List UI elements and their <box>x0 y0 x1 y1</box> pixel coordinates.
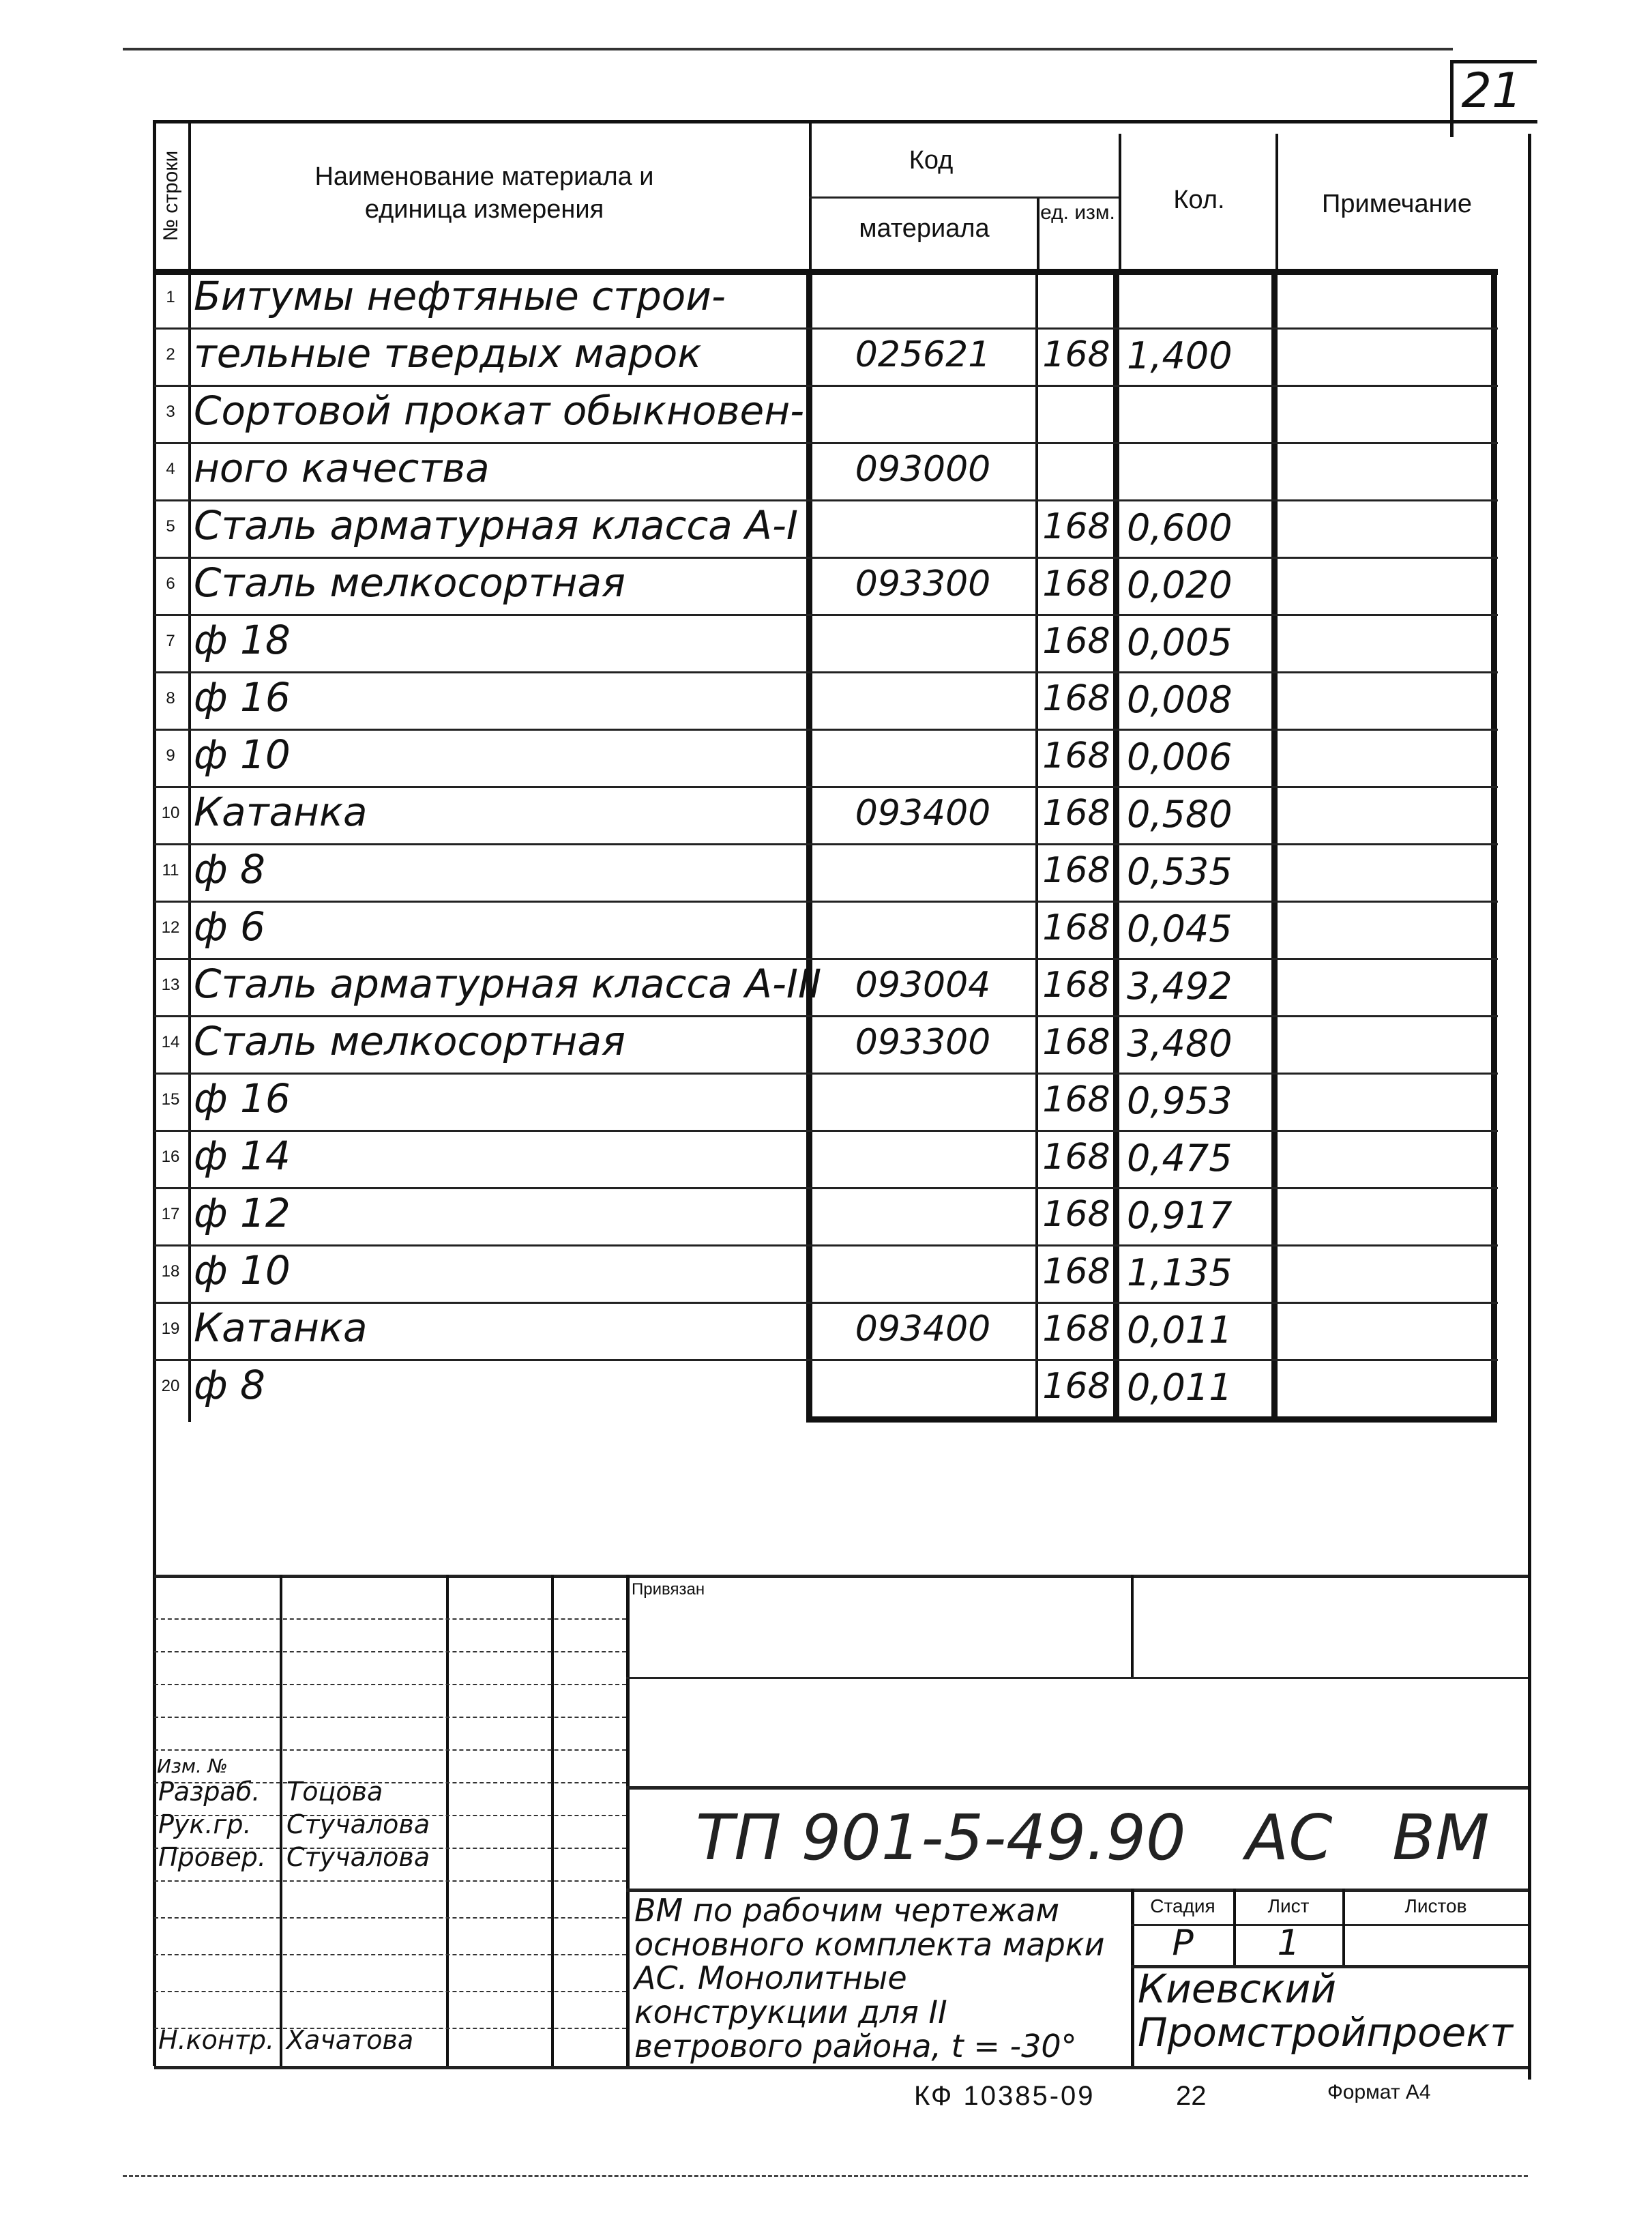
material-name: ф 10 <box>194 731 291 778</box>
quantity: 3,480 <box>1127 1022 1233 1065</box>
privyazan-label: Привязан <box>632 1580 705 1599</box>
title-block-bottom <box>154 2066 1528 2069</box>
sheets-label: Листов <box>1404 1895 1467 1916</box>
frame-right <box>1528 134 1531 2080</box>
grid-line <box>626 1677 1528 1679</box>
table-row <box>154 729 1498 786</box>
row-number: 17 <box>161 1205 180 1223</box>
material-name: Сталь мелкосортная <box>194 559 625 606</box>
table-row <box>154 557 1498 614</box>
quantity: 0,011 <box>1127 1309 1233 1352</box>
quantity: 0,045 <box>1127 907 1233 950</box>
header-code: Код <box>909 146 954 175</box>
stage-value: Р <box>1172 1923 1194 1964</box>
grid-line <box>154 1684 626 1685</box>
table-row <box>154 1073 1498 1130</box>
material-code: 093300 <box>855 1022 991 1063</box>
material-name: Катанка <box>194 1304 368 1351</box>
sheet-number: 21 <box>1461 63 1522 119</box>
unit-code: 168 <box>1042 850 1110 891</box>
quantity: 0,917 <box>1127 1194 1233 1237</box>
table-row <box>154 270 1498 327</box>
material-code: 025621 <box>855 334 991 375</box>
grid-line <box>154 1749 626 1751</box>
grid-line <box>809 196 1119 199</box>
row-number: 13 <box>161 976 180 994</box>
bottom-trim-line <box>123 2175 1528 2177</box>
table-row <box>154 442 1498 499</box>
signature-name: Стучалова <box>286 1842 430 1872</box>
sheet-label: Лист <box>1267 1895 1310 1916</box>
table-row <box>154 614 1498 671</box>
table-row <box>154 327 1498 385</box>
material-name: ф 8 <box>194 846 265 892</box>
quantity: 0,600 <box>1127 506 1233 549</box>
row-number: 12 <box>161 918 180 937</box>
header-qty: Кол. <box>1173 186 1225 214</box>
table-row <box>154 1015 1498 1073</box>
unit-code: 168 <box>1042 965 1110 1006</box>
signature-name: Хачатова <box>286 2025 414 2055</box>
quantity: 1,135 <box>1127 1251 1233 1294</box>
grid-line <box>1037 196 1039 269</box>
header-name: Наименование материала и единица измерения <box>314 162 654 224</box>
material-name: ф 16 <box>194 674 291 720</box>
grid-line <box>154 1651 626 1652</box>
grid-line <box>154 1618 626 1620</box>
document-code: ТП 901-5-49.90 АС ВМ <box>696 1801 1490 1874</box>
unit-code: 168 <box>1042 506 1110 547</box>
material-name: ф 14 <box>194 1133 291 1179</box>
quantity: 1,400 <box>1127 334 1233 377</box>
material-code: 093000 <box>855 449 991 490</box>
row-number: 2 <box>166 345 175 364</box>
quantity: 0,535 <box>1127 850 1233 893</box>
quantity: 0,475 <box>1127 1137 1233 1180</box>
grid-line <box>154 1954 626 1955</box>
grid-line <box>154 1991 626 1992</box>
row-number: 14 <box>161 1033 180 1051</box>
unit-code: 168 <box>1042 907 1110 948</box>
quantity: 0,580 <box>1127 793 1233 836</box>
unit-code: 168 <box>1042 334 1110 375</box>
unit-code: 168 <box>1042 1022 1110 1063</box>
grid-line <box>626 1786 1528 1790</box>
row-number: 8 <box>166 689 175 708</box>
material-name: тельные твердых марок <box>194 330 702 377</box>
signature-role: Провер. <box>158 1842 266 1872</box>
unit-code: 168 <box>1042 1194 1110 1235</box>
table-row <box>154 671 1498 729</box>
table-row <box>154 499 1498 557</box>
material-name: ного качества <box>194 445 490 491</box>
row-number: 4 <box>166 460 175 478</box>
signature-name: Стучалова <box>286 1809 430 1839</box>
unit-code: 168 <box>1042 793 1110 834</box>
unit-code: 168 <box>1042 1309 1110 1350</box>
quantity: 0,011 <box>1127 1366 1233 1409</box>
table-row <box>154 1187 1498 1244</box>
row-number: 15 <box>161 1090 180 1109</box>
material-code: 093400 <box>855 1309 991 1350</box>
table-row <box>154 1244 1498 1302</box>
grid-line <box>1119 134 1121 269</box>
title-block-top <box>154 1575 1528 1578</box>
signature-role: Разраб. <box>158 1777 261 1807</box>
quantity: 3,492 <box>1127 965 1233 1008</box>
unit-code: 168 <box>1042 621 1110 662</box>
table-row <box>154 958 1498 1015</box>
material-name: Битумы нефтяные строи- <box>194 273 726 319</box>
sheet-value: 1 <box>1277 1923 1300 1964</box>
archive-number: КФ 10385-09 <box>914 2081 1095 2111</box>
format-label: Формат А4 <box>1327 2081 1431 2103</box>
stage-label: Стадия <box>1150 1895 1215 1916</box>
document-description: ВМ по рабочим чертежам основного комплекта марки АС. Монолитные конструкции для II ветрового района, t = -30° <box>634 1892 1105 2065</box>
header-row-no: № строки <box>160 150 182 242</box>
header-note: Примечание <box>1322 190 1472 218</box>
izm-label: Изм. № <box>157 1755 228 1777</box>
row-number: 18 <box>161 1262 180 1281</box>
material-name: Сталь мелкосортная <box>194 1018 625 1064</box>
row-number: 19 <box>161 1320 180 1338</box>
row-number: 3 <box>166 403 175 421</box>
material-name: ф 18 <box>194 617 291 663</box>
header-unit: ед. изм. <box>1040 201 1115 224</box>
material-code: 093300 <box>855 564 991 604</box>
grid-line <box>1131 1575 1134 1677</box>
row-number: 9 <box>166 746 175 765</box>
table-row <box>154 1302 1498 1359</box>
material-name: ф 12 <box>194 1190 291 1236</box>
unit-code: 168 <box>1042 1366 1110 1407</box>
grid-line <box>280 1575 282 2066</box>
grid-line <box>154 1917 626 1919</box>
row-number: 20 <box>161 1377 180 1395</box>
unit-code: 168 <box>1042 678 1110 719</box>
signature-role: Н.контр. <box>158 2025 275 2055</box>
quantity: 0,020 <box>1127 564 1233 607</box>
frame-top <box>153 120 1537 123</box>
table-row <box>154 901 1498 958</box>
quantity: 0,006 <box>1127 735 1233 778</box>
table-row <box>154 1130 1498 1187</box>
material-name: ф 16 <box>194 1075 291 1122</box>
quantity: 0,008 <box>1127 678 1233 721</box>
grid-line <box>446 1575 449 2066</box>
material-code: 093400 <box>855 793 991 834</box>
table-row <box>154 1359 1498 1416</box>
top-trim-line <box>123 48 1453 50</box>
grid-line <box>1275 134 1278 269</box>
grid-line <box>626 1575 630 2066</box>
row-number: 6 <box>166 574 175 593</box>
material-name: Сортовой прокат обыкновен- <box>194 388 805 434</box>
page-number: 22 <box>1176 2081 1207 2111</box>
header-material: материала <box>859 214 990 243</box>
material-name: Сталь арматурная класса А-I <box>194 502 799 549</box>
material-name: Сталь арматурная класса А-III <box>194 961 822 1007</box>
table-row <box>154 843 1498 901</box>
unit-code: 168 <box>1042 735 1110 776</box>
unit-code: 168 <box>1042 1079 1110 1120</box>
row-number: 1 <box>166 288 175 306</box>
signature-role: Рук.гр. <box>158 1809 252 1839</box>
quantity: 0,953 <box>1127 1079 1233 1122</box>
unit-code: 168 <box>1042 1137 1110 1178</box>
row-number: 11 <box>162 861 179 879</box>
grid-line <box>551 1575 554 2066</box>
table-row <box>154 385 1498 442</box>
organization: Киевский Промстройпроект <box>1138 1966 1514 2056</box>
quantity: 0,005 <box>1127 621 1233 664</box>
material-name: ф 8 <box>194 1362 265 1408</box>
row-number: 10 <box>161 804 180 822</box>
material-code: 093004 <box>855 965 991 1006</box>
grid-line <box>809 123 812 269</box>
material-name: Катанка <box>194 789 368 835</box>
grid-line <box>154 1880 626 1882</box>
row-number: 5 <box>166 517 175 536</box>
unit-code: 168 <box>1042 1251 1110 1292</box>
unit-code: 168 <box>1042 564 1110 604</box>
row-number: 16 <box>161 1148 180 1166</box>
material-name: ф 6 <box>194 903 265 950</box>
material-name: ф 10 <box>194 1247 291 1294</box>
grid-line <box>154 1717 626 1718</box>
table-row <box>154 786 1498 843</box>
row-number: 7 <box>166 632 175 650</box>
signature-name: Тоцова <box>286 1777 383 1807</box>
table-bottom-rule <box>806 1416 1497 1423</box>
